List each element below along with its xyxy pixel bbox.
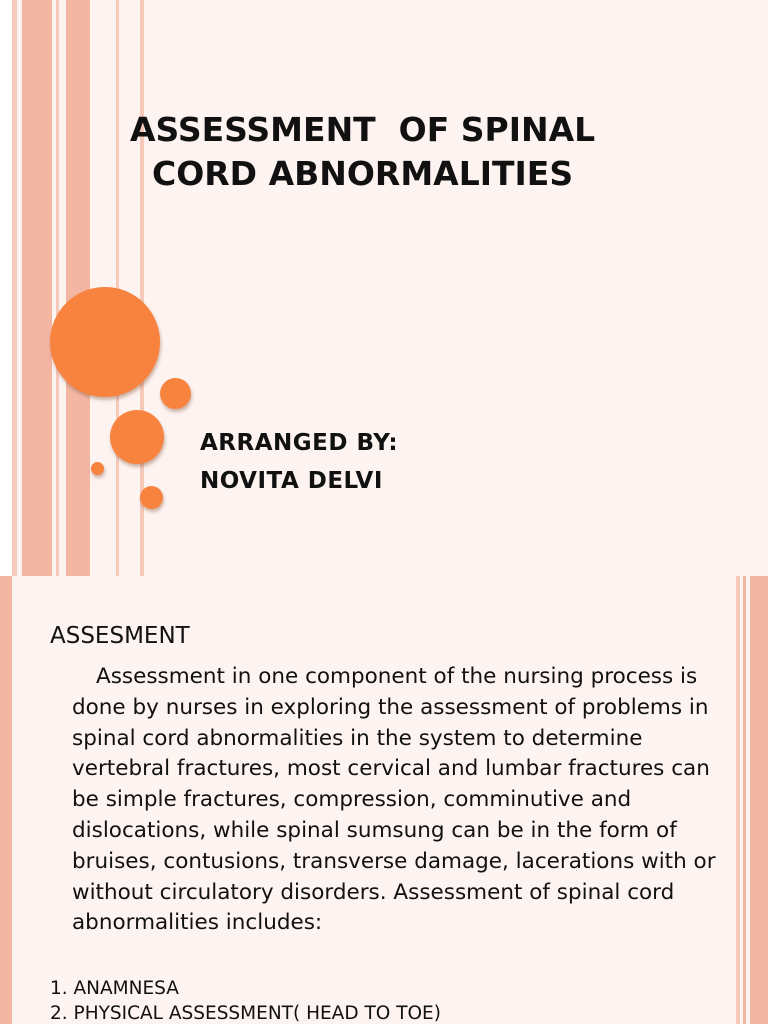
list-item: 2. PHYSICAL ASSESSMENT( HEAD TO TOE) xyxy=(50,1003,441,1024)
section-heading: ASSESMENT xyxy=(50,623,190,649)
decorative-stripe xyxy=(66,0,90,576)
decorative-circle-small xyxy=(160,378,191,409)
decorative-stripe xyxy=(0,576,12,1024)
margin-strip xyxy=(0,0,12,576)
decorative-circle-tiny xyxy=(91,462,104,475)
assessment-list xyxy=(50,976,441,1024)
arranged-by-label: ARRANGED BY: xyxy=(200,430,399,456)
content-slide xyxy=(0,576,768,1024)
decorative-stripe xyxy=(736,576,740,1024)
decorative-stripe xyxy=(22,0,52,576)
title-line-2: CORD ABNORMALITIES xyxy=(152,154,574,193)
title-line-1: ASSESSMENT OF SPINAL xyxy=(130,110,596,149)
decorative-circle-large xyxy=(50,287,160,397)
decorative-stripe xyxy=(750,576,768,1024)
decorative-circle-small xyxy=(140,486,163,509)
decorative-stripe xyxy=(12,0,17,576)
slide-title xyxy=(130,108,730,196)
author-block xyxy=(200,424,398,500)
author-name: NOVITA DELVI xyxy=(200,468,383,494)
list-item: 1. ANAMNESA xyxy=(50,978,179,999)
decorative-circle-medium xyxy=(110,410,164,464)
body-paragraph: Assessment in one component of the nursing process is done by nurses in exploring the assessment of problems in spinal cord abnormalities in the system to determine vertebral fractures, most cervical and lumbar fractures can be simple fractures, compression, comminutive and dislocations, while spinal sumsung can be in the form of bruises, contusions, transverse damage, lacerations with or without circulatory disorders. Assessment of spinal cord abnormalities includes: xyxy=(72,664,716,936)
decorative-stripe xyxy=(743,576,746,1024)
decorative-stripe xyxy=(56,0,59,576)
